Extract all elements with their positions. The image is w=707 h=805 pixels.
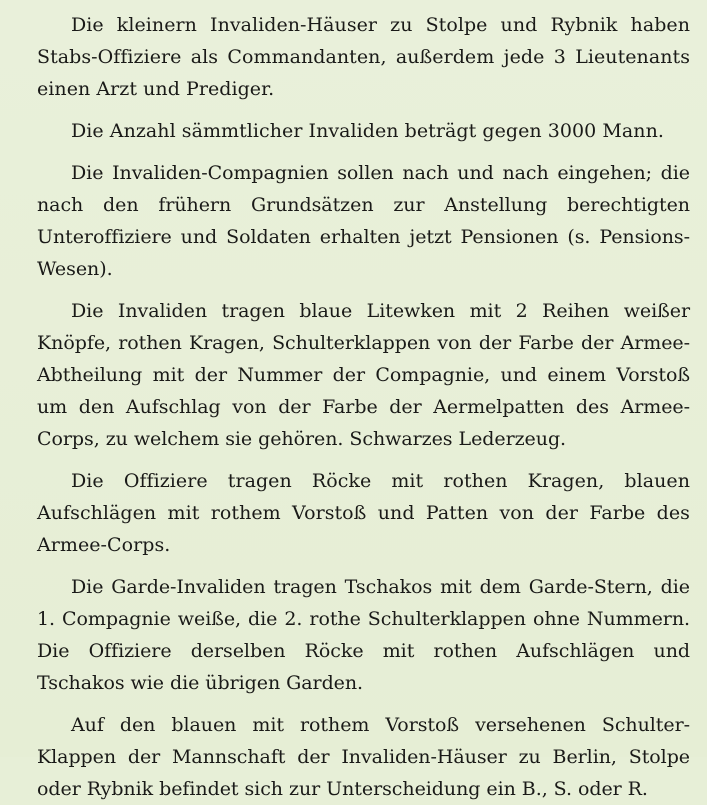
paragraph-garde-invaliden: Die Garde-Invaliden tragen Tschakos mit dem Garde-Stern, die 1. Compagnie weiße, die 2. rothe Schulterklappen ohne Nummern. Die Offiziere derselben Röcke mit rothen Aufschlägen und Tschakos wie die übrigen Garden. xyxy=(37,576,690,694)
paragraph-compagnien: Die Invaliden-Compagnien sollen nach und nach eingehen; die nach den frühern Grundsätzen zur Anstellung berechtigten Unteroffiziere und Soldaten erhalten jetzt Pensionen (s. Pensions-Wesen). xyxy=(37,162,690,280)
paragraph-schulterklappen: Auf den blauen mit rothem Vorstoß versehenen Schulter-Klappen der Mannschaft der Invaliden-Häuser zu Berlin, Stolpe oder Rybnik befindet sich zur Unterscheidung ein B., S. oder R. xyxy=(37,714,690,800)
paragraph-uniform-offiziere: Die Offiziere tragen Röcke mit rothen Kragen, blauen Aufschlägen mit rothem Vorstoß und Patten von der Farbe des Armee-Corps. xyxy=(37,470,690,556)
paragraph-invaliden-haeuser: Die kleinern Invaliden-Häuser zu Stolpe und Rybnik haben Stabs-Offiziere als Commandanten, außerdem jede 3 Lieutenants einen Arzt und Prediger. xyxy=(37,14,690,100)
paragraph-anzahl: Die Anzahl sämmtlicher Invaliden beträgt gegen 3000 Mann. xyxy=(71,120,664,142)
paragraph-uniform-invaliden: Die Invaliden tragen blaue Litewken mit 2 Reihen weißer Knöpfe, rothen Kragen, Schulterklappen von der Farbe der Armee-Abtheilung mit der Nummer der Compagnie, und einem Vorstoß um den Aufschlag von der Farbe der Aermelpatten des Armee-Corps, zu welchem sie gehören. Schwarzes Lederzeug. xyxy=(37,300,690,450)
